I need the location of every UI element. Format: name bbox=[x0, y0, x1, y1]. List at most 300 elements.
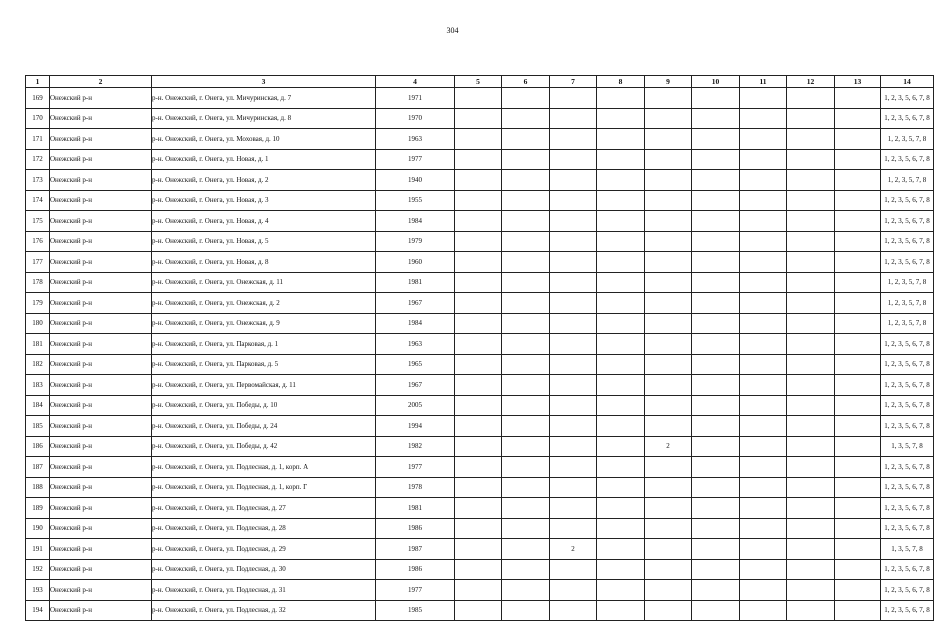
housing-registry-table bbox=[25, 75, 934, 621]
col13-cell bbox=[835, 580, 881, 601]
district-cell: Онежский р-н bbox=[50, 559, 152, 580]
col9-cell bbox=[645, 313, 692, 334]
col11-cell bbox=[740, 129, 787, 150]
district-cell: Онежский р-н bbox=[50, 395, 152, 416]
col11-cell bbox=[740, 88, 787, 109]
year-cell: 1965 bbox=[376, 354, 455, 375]
table-row bbox=[26, 539, 934, 560]
district-cell: Онежский р-н bbox=[50, 88, 152, 109]
codes-cell: 1, 2, 3, 5, 6, 7, 8 bbox=[881, 375, 934, 396]
col10-cell bbox=[692, 416, 740, 437]
col5-cell bbox=[455, 170, 502, 191]
address-cell: р-н. Онежский, г. Онега, ул. Подлесная, д. 27 bbox=[152, 498, 376, 519]
col10-cell bbox=[692, 580, 740, 601]
col5-cell bbox=[455, 600, 502, 621]
col10-cell bbox=[692, 211, 740, 232]
year-cell: 1963 bbox=[376, 129, 455, 150]
col11-cell bbox=[740, 395, 787, 416]
table-row bbox=[26, 477, 934, 498]
col10-cell bbox=[692, 498, 740, 519]
col10-cell bbox=[692, 231, 740, 252]
district-cell: Онежский р-н bbox=[50, 518, 152, 539]
col7-cell bbox=[550, 108, 597, 129]
col7-cell bbox=[550, 354, 597, 375]
col13-cell bbox=[835, 108, 881, 129]
col5-cell bbox=[455, 129, 502, 150]
col8-cell bbox=[597, 416, 645, 437]
codes-cell: 1, 2, 3, 5, 6, 7, 8 bbox=[881, 108, 934, 129]
col10-cell bbox=[692, 252, 740, 273]
column-header-6: 6 bbox=[502, 76, 550, 88]
col11-cell bbox=[740, 498, 787, 519]
col11-cell bbox=[740, 231, 787, 252]
column-header-12: 12 bbox=[787, 76, 835, 88]
col5-cell bbox=[455, 416, 502, 437]
year-cell: 1977 bbox=[376, 580, 455, 601]
row-number-cell: 190 bbox=[26, 518, 50, 539]
codes-cell: 1, 2, 3, 5, 6, 7, 8 bbox=[881, 580, 934, 601]
col12-cell bbox=[787, 293, 835, 314]
table-row bbox=[26, 457, 934, 478]
col6-cell bbox=[502, 498, 550, 519]
col13-cell bbox=[835, 293, 881, 314]
col9-cell bbox=[645, 375, 692, 396]
year-cell: 1984 bbox=[376, 211, 455, 232]
col9-cell bbox=[645, 559, 692, 580]
row-number-cell: 172 bbox=[26, 149, 50, 170]
row-number-cell: 192 bbox=[26, 559, 50, 580]
col9-cell bbox=[645, 211, 692, 232]
col13-cell bbox=[835, 313, 881, 334]
col9-cell bbox=[645, 88, 692, 109]
col11-cell bbox=[740, 252, 787, 273]
col9-cell bbox=[645, 170, 692, 191]
col11-cell bbox=[740, 559, 787, 580]
header-row bbox=[26, 76, 934, 88]
col5-cell bbox=[455, 580, 502, 601]
col8-cell bbox=[597, 88, 645, 109]
col11-cell bbox=[740, 477, 787, 498]
table-row bbox=[26, 293, 934, 314]
page-number: 304 bbox=[446, 26, 459, 35]
codes-cell: 1, 2, 3, 5, 6, 7, 8 bbox=[881, 395, 934, 416]
col5-cell bbox=[455, 354, 502, 375]
table-row bbox=[26, 108, 934, 129]
district-cell: Онежский р-н bbox=[50, 375, 152, 396]
col5-cell bbox=[455, 498, 502, 519]
col12-cell bbox=[787, 375, 835, 396]
col9-cell bbox=[645, 129, 692, 150]
col5-cell bbox=[455, 334, 502, 355]
table-row bbox=[26, 518, 934, 539]
col13-cell bbox=[835, 436, 881, 457]
col8-cell bbox=[597, 477, 645, 498]
codes-cell: 1, 3, 5, 7, 8 bbox=[881, 539, 934, 560]
col6-cell bbox=[502, 108, 550, 129]
col8-cell bbox=[597, 211, 645, 232]
col12-cell bbox=[787, 436, 835, 457]
col7-cell bbox=[550, 416, 597, 437]
row-number-cell: 173 bbox=[26, 170, 50, 191]
district-cell: Онежский р-н bbox=[50, 190, 152, 211]
col8-cell bbox=[597, 272, 645, 293]
col10-cell bbox=[692, 272, 740, 293]
table-row bbox=[26, 88, 934, 109]
col12-cell bbox=[787, 559, 835, 580]
col9-cell bbox=[645, 334, 692, 355]
table-row bbox=[26, 436, 934, 457]
col5-cell bbox=[455, 88, 502, 109]
col7-cell bbox=[550, 477, 597, 498]
col8-cell bbox=[597, 129, 645, 150]
col7-cell: 2 bbox=[550, 539, 597, 560]
address-cell: р-н. Онежский, г. Онега, ул. Подлесная, д. 29 bbox=[152, 539, 376, 560]
column-header-8: 8 bbox=[597, 76, 645, 88]
col7-cell bbox=[550, 457, 597, 478]
col8-cell bbox=[597, 457, 645, 478]
column-header-10: 10 bbox=[692, 76, 740, 88]
col13-cell bbox=[835, 539, 881, 560]
col6-cell bbox=[502, 539, 550, 560]
year-cell: 1967 bbox=[376, 375, 455, 396]
col8-cell bbox=[597, 436, 645, 457]
col13-cell bbox=[835, 457, 881, 478]
column-header-1: 1 bbox=[26, 76, 50, 88]
table-row bbox=[26, 416, 934, 437]
col13-cell bbox=[835, 354, 881, 375]
address-cell: р-н. Онежский, г. Онега, ул. Новая, д. 2 bbox=[152, 170, 376, 191]
codes-cell: 1, 2, 3, 5, 6, 7, 8 bbox=[881, 211, 934, 232]
col6-cell bbox=[502, 231, 550, 252]
col10-cell bbox=[692, 559, 740, 580]
col5-cell bbox=[455, 559, 502, 580]
row-number-cell: 184 bbox=[26, 395, 50, 416]
col11-cell bbox=[740, 354, 787, 375]
col13-cell bbox=[835, 170, 881, 191]
row-number-cell: 174 bbox=[26, 190, 50, 211]
col12-cell bbox=[787, 149, 835, 170]
col10-cell bbox=[692, 395, 740, 416]
col12-cell bbox=[787, 539, 835, 560]
codes-cell: 1, 2, 3, 5, 6, 7, 8 bbox=[881, 231, 934, 252]
col6-cell bbox=[502, 313, 550, 334]
col12-cell bbox=[787, 272, 835, 293]
col8-cell bbox=[597, 252, 645, 273]
col6-cell bbox=[502, 211, 550, 232]
col8-cell bbox=[597, 170, 645, 191]
col8-cell bbox=[597, 293, 645, 314]
address-cell: р-н. Онежский, г. Онега, ул. Победы, д. 42 bbox=[152, 436, 376, 457]
address-cell: р-н. Онежский, г. Онега, ул. Онежская, д. 11 bbox=[152, 272, 376, 293]
table-row bbox=[26, 334, 934, 355]
table-row bbox=[26, 231, 934, 252]
table-row bbox=[26, 395, 934, 416]
codes-cell: 1, 2, 3, 5, 6, 7, 8 bbox=[881, 88, 934, 109]
col10-cell bbox=[692, 518, 740, 539]
col9-cell bbox=[645, 231, 692, 252]
col7-cell bbox=[550, 272, 597, 293]
year-cell: 1971 bbox=[376, 88, 455, 109]
row-number-cell: 179 bbox=[26, 293, 50, 314]
row-number-cell: 194 bbox=[26, 600, 50, 621]
row-number-cell: 178 bbox=[26, 272, 50, 293]
codes-cell: 1, 2, 3, 5, 6, 7, 8 bbox=[881, 457, 934, 478]
row-number-cell: 185 bbox=[26, 416, 50, 437]
col5-cell bbox=[455, 539, 502, 560]
col11-cell bbox=[740, 334, 787, 355]
codes-cell: 1, 2, 3, 5, 6, 7, 8 bbox=[881, 252, 934, 273]
codes-cell: 1, 2, 3, 5, 6, 7, 8 bbox=[881, 518, 934, 539]
col12-cell bbox=[787, 416, 835, 437]
column-header-4: 4 bbox=[376, 76, 455, 88]
year-cell: 1986 bbox=[376, 518, 455, 539]
address-cell: р-н. Онежский, г. Онега, ул. Подлесная, д. 30 bbox=[152, 559, 376, 580]
col6-cell bbox=[502, 149, 550, 170]
district-cell: Онежский р-н bbox=[50, 272, 152, 293]
col5-cell bbox=[455, 108, 502, 129]
table-body bbox=[26, 88, 934, 621]
col5-cell bbox=[455, 395, 502, 416]
col13-cell bbox=[835, 498, 881, 519]
address-cell: р-н. Онежский, г. Онега, ул. Новая, д. 8 bbox=[152, 252, 376, 273]
column-header-11: 11 bbox=[740, 76, 787, 88]
col7-cell bbox=[550, 149, 597, 170]
codes-cell: 1, 2, 3, 5, 6, 7, 8 bbox=[881, 354, 934, 375]
col12-cell bbox=[787, 108, 835, 129]
col6-cell bbox=[502, 457, 550, 478]
table-row bbox=[26, 313, 934, 334]
address-cell: р-н. Онежский, г. Онега, ул. Моховая, д. 10 bbox=[152, 129, 376, 150]
row-number-cell: 171 bbox=[26, 129, 50, 150]
row-number-cell: 169 bbox=[26, 88, 50, 109]
col7-cell bbox=[550, 436, 597, 457]
column-header-14: 14 bbox=[881, 76, 934, 88]
col10-cell bbox=[692, 354, 740, 375]
col13-cell bbox=[835, 395, 881, 416]
column-header-3: 3 bbox=[152, 76, 376, 88]
col12-cell bbox=[787, 477, 835, 498]
col10-cell bbox=[692, 129, 740, 150]
col11-cell bbox=[740, 149, 787, 170]
col10-cell bbox=[692, 190, 740, 211]
col5-cell bbox=[455, 457, 502, 478]
col7-cell bbox=[550, 334, 597, 355]
col10-cell bbox=[692, 170, 740, 191]
district-cell: Онежский р-н bbox=[50, 149, 152, 170]
col11-cell bbox=[740, 600, 787, 621]
address-cell: р-н. Онежский, г. Онега, ул. Новая, д. 3 bbox=[152, 190, 376, 211]
table-row bbox=[26, 272, 934, 293]
address-cell: р-н. Онежский, г. Онега, ул. Подлесная, д. 1, корп. А bbox=[152, 457, 376, 478]
col12-cell bbox=[787, 313, 835, 334]
district-cell: Онежский р-н bbox=[50, 580, 152, 601]
row-number-cell: 191 bbox=[26, 539, 50, 560]
codes-cell: 1, 2, 3, 5, 7, 8 bbox=[881, 293, 934, 314]
col10-cell bbox=[692, 88, 740, 109]
col6-cell bbox=[502, 354, 550, 375]
col12-cell bbox=[787, 600, 835, 621]
col8-cell bbox=[597, 334, 645, 355]
col5-cell bbox=[455, 436, 502, 457]
col7-cell bbox=[550, 170, 597, 191]
codes-cell: 1, 3, 5, 7, 8 bbox=[881, 436, 934, 457]
address-cell: р-н. Онежский, г. Онега, ул. Парковая, д. 1 bbox=[152, 334, 376, 355]
col7-cell bbox=[550, 293, 597, 314]
col5-cell bbox=[455, 231, 502, 252]
col13-cell bbox=[835, 129, 881, 150]
table-row bbox=[26, 354, 934, 375]
col6-cell bbox=[502, 436, 550, 457]
district-cell: Онежский р-н bbox=[50, 108, 152, 129]
col8-cell bbox=[597, 518, 645, 539]
col8-cell bbox=[597, 600, 645, 621]
column-header-5: 5 bbox=[455, 76, 502, 88]
col6-cell bbox=[502, 559, 550, 580]
year-cell: 1960 bbox=[376, 252, 455, 273]
col6-cell bbox=[502, 129, 550, 150]
year-cell: 1987 bbox=[376, 539, 455, 560]
year-cell: 1977 bbox=[376, 457, 455, 478]
address-cell: р-н. Онежский, г. Онега, ул. Подлесная, д. 31 bbox=[152, 580, 376, 601]
address-cell: р-н. Онежский, г. Онега, ул. Победы, д. 24 bbox=[152, 416, 376, 437]
codes-cell: 1, 2, 3, 5, 6, 7, 8 bbox=[881, 334, 934, 355]
col11-cell bbox=[740, 375, 787, 396]
col7-cell bbox=[550, 231, 597, 252]
district-cell: Онежский р-н bbox=[50, 436, 152, 457]
col7-cell bbox=[550, 129, 597, 150]
district-cell: Онежский р-н bbox=[50, 498, 152, 519]
column-header-13: 13 bbox=[835, 76, 881, 88]
col12-cell bbox=[787, 88, 835, 109]
col13-cell bbox=[835, 518, 881, 539]
col6-cell bbox=[502, 190, 550, 211]
table-row bbox=[26, 149, 934, 170]
row-number-cell: 186 bbox=[26, 436, 50, 457]
col6-cell bbox=[502, 416, 550, 437]
address-cell: р-н. Онежский, г. Онега, ул. Мичуринская, д. 7 bbox=[152, 88, 376, 109]
col9-cell bbox=[645, 108, 692, 129]
col12-cell bbox=[787, 518, 835, 539]
district-cell: Онежский р-н bbox=[50, 231, 152, 252]
col10-cell bbox=[692, 539, 740, 560]
col12-cell bbox=[787, 498, 835, 519]
col6-cell bbox=[502, 600, 550, 621]
col5-cell bbox=[455, 477, 502, 498]
col9-cell bbox=[645, 252, 692, 273]
codes-cell: 1, 2, 3, 5, 7, 8 bbox=[881, 170, 934, 191]
col13-cell bbox=[835, 231, 881, 252]
year-cell: 1955 bbox=[376, 190, 455, 211]
col5-cell bbox=[455, 149, 502, 170]
col7-cell bbox=[550, 375, 597, 396]
col9-cell bbox=[645, 395, 692, 416]
row-number-cell: 175 bbox=[26, 211, 50, 232]
col12-cell bbox=[787, 580, 835, 601]
table-row bbox=[26, 211, 934, 232]
row-number-cell: 183 bbox=[26, 375, 50, 396]
address-cell: р-н. Онежский, г. Онега, ул. Подлесная, д. 28 bbox=[152, 518, 376, 539]
col13-cell bbox=[835, 375, 881, 396]
col6-cell bbox=[502, 252, 550, 273]
col13-cell bbox=[835, 416, 881, 437]
codes-cell: 1, 2, 3, 5, 6, 7, 8 bbox=[881, 149, 934, 170]
table-row bbox=[26, 170, 934, 191]
row-number-cell: 176 bbox=[26, 231, 50, 252]
col5-cell bbox=[455, 272, 502, 293]
district-cell: Онежский р-н bbox=[50, 129, 152, 150]
col13-cell bbox=[835, 88, 881, 109]
table-row bbox=[26, 580, 934, 601]
col9-cell bbox=[645, 354, 692, 375]
col13-cell bbox=[835, 149, 881, 170]
col11-cell bbox=[740, 272, 787, 293]
col9-cell bbox=[645, 539, 692, 560]
col13-cell bbox=[835, 334, 881, 355]
col10-cell bbox=[692, 108, 740, 129]
col9-cell bbox=[645, 457, 692, 478]
col9-cell bbox=[645, 190, 692, 211]
year-cell: 1979 bbox=[376, 231, 455, 252]
column-header-9: 9 bbox=[645, 76, 692, 88]
col13-cell bbox=[835, 252, 881, 273]
col11-cell bbox=[740, 580, 787, 601]
year-cell: 1986 bbox=[376, 559, 455, 580]
address-cell: р-н. Онежский, г. Онега, ул. Подлесная, д. 1, корп. Г bbox=[152, 477, 376, 498]
table-row bbox=[26, 190, 934, 211]
col8-cell bbox=[597, 313, 645, 334]
address-cell: р-н. Онежский, г. Онега, ул. Парковая, д. 5 bbox=[152, 354, 376, 375]
col8-cell bbox=[597, 375, 645, 396]
col5-cell bbox=[455, 252, 502, 273]
col9-cell bbox=[645, 498, 692, 519]
col7-cell bbox=[550, 211, 597, 232]
col7-cell bbox=[550, 559, 597, 580]
col13-cell bbox=[835, 211, 881, 232]
col6-cell bbox=[502, 334, 550, 355]
col12-cell bbox=[787, 457, 835, 478]
col11-cell bbox=[740, 190, 787, 211]
col12-cell bbox=[787, 211, 835, 232]
col11-cell bbox=[740, 436, 787, 457]
col10-cell bbox=[692, 436, 740, 457]
codes-cell: 1, 2, 3, 5, 7, 8 bbox=[881, 129, 934, 150]
col10-cell bbox=[692, 457, 740, 478]
col5-cell bbox=[455, 518, 502, 539]
col9-cell bbox=[645, 477, 692, 498]
col8-cell bbox=[597, 354, 645, 375]
codes-cell: 1, 2, 3, 5, 6, 7, 8 bbox=[881, 477, 934, 498]
col9-cell bbox=[645, 600, 692, 621]
year-cell: 1940 bbox=[376, 170, 455, 191]
col8-cell bbox=[597, 395, 645, 416]
col7-cell bbox=[550, 600, 597, 621]
district-cell: Онежский р-н bbox=[50, 539, 152, 560]
col5-cell bbox=[455, 190, 502, 211]
col7-cell bbox=[550, 395, 597, 416]
col9-cell bbox=[645, 518, 692, 539]
col11-cell bbox=[740, 416, 787, 437]
year-cell: 1977 bbox=[376, 149, 455, 170]
col11-cell bbox=[740, 293, 787, 314]
address-cell: р-н. Онежский, г. Онега, ул. Мичуринская, д. 8 bbox=[152, 108, 376, 129]
year-cell: 1963 bbox=[376, 334, 455, 355]
col12-cell bbox=[787, 170, 835, 191]
col5-cell bbox=[455, 313, 502, 334]
address-cell: р-н. Онежский, г. Онега, ул. Новая, д. 1 bbox=[152, 149, 376, 170]
col10-cell bbox=[692, 334, 740, 355]
district-cell: Онежский р-н bbox=[50, 477, 152, 498]
address-cell: р-н. Онежский, г. Онега, ул. Онежская, д. 2 bbox=[152, 293, 376, 314]
